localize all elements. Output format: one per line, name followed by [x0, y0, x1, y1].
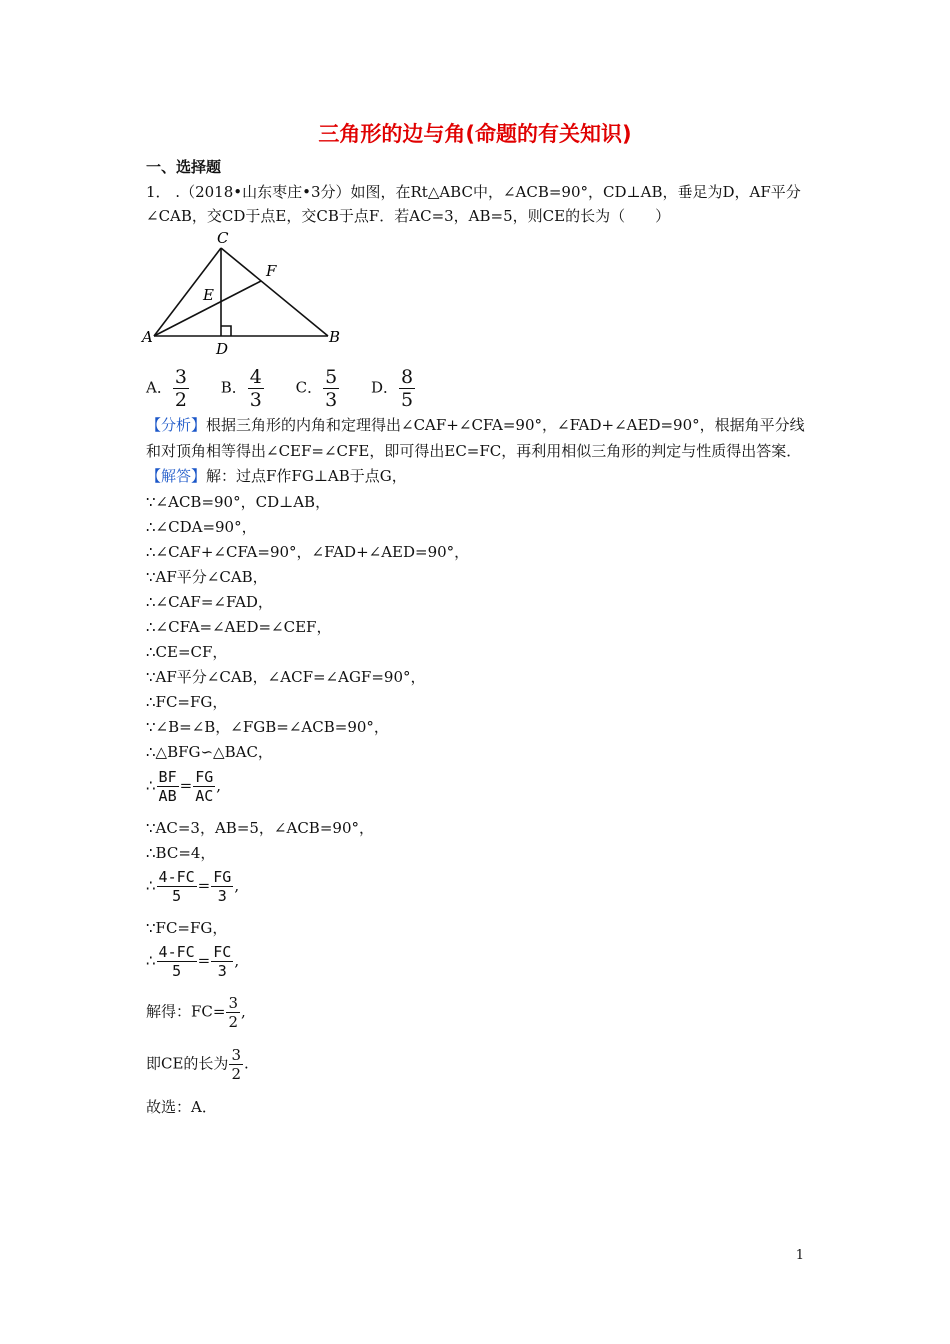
- question-line-1: 1． .（2018•山东枣庄•3分）如图，在Rt△ABC中，∠ACB=90°，CD⊥AB，垂足为D，AF平分: [146, 183, 801, 201]
- solution-step: ∴∠CAF+∠CFA=90°，∠FAD+∠AED=90°，: [146, 543, 470, 561]
- solution-step-ac: ∵AC=3，AB=5，∠ACB=90°，: [146, 819, 374, 837]
- equation-1: ∴ $\frac{BF}{AB}$ = $\frac{FG}{AC}$ ,: [146, 768, 222, 805]
- solution-step: ∴△BFG∽△BAC，: [146, 743, 273, 761]
- label-F: F: [266, 262, 277, 280]
- solution-step: ∵∠B=∠B，∠FGB=∠ACB=90°，: [146, 718, 389, 736]
- label-A: A: [142, 328, 153, 346]
- page-number: 1: [795, 1248, 804, 1263]
- page-title: 三角形的边与角(命题的有关知识): [318, 122, 632, 146]
- final-answer: 故选：A．: [146, 1098, 217, 1116]
- triangle-figure: [140, 228, 350, 358]
- choice-a: A． $\frac{3}{2}$: [146, 366, 187, 411]
- solution-step: ∵AF平分∠CAB，: [146, 568, 268, 586]
- solution-step: ∵AF平分∠CAB，∠ACF=∠AGF=90°，: [146, 668, 426, 686]
- choice-c: C． $\frac{5}{3}$: [295, 366, 338, 411]
- analysis-line-2: 和对顶角相等得出∠CEF=∠CFE，即可得出EC=FC，再利用相似三角形的判定与性质得出答案．: [146, 442, 802, 460]
- equation-3: ∴ $\frac{4-FC}{5}$ = $\frac{FC}{3}$ ,: [146, 943, 240, 980]
- solution-step: ∴∠CDA=90°，: [146, 518, 257, 536]
- label-C: C: [217, 229, 229, 247]
- solution-step-fcfg: ∵FC=FG，: [146, 919, 228, 937]
- label-E: E: [203, 286, 214, 304]
- choice-b: B． $\frac{4}{3}$: [220, 366, 262, 411]
- ce-result: 即CE的长为 $\frac{3}{2}$ .: [146, 1046, 249, 1083]
- question-text: [146, 180, 801, 228]
- choice-d: D． $\frac{8}{5}$: [370, 366, 414, 411]
- analysis-tag: 【分析】: [146, 416, 207, 434]
- label-D: D: [216, 340, 229, 358]
- equation-2: ∴ $\frac{4-FC}{5}$ = $\frac{FG}{3}$ ,: [146, 868, 240, 905]
- solution-step: ∴∠CFA=∠AED=∠CEF，: [146, 618, 332, 636]
- solution-step-bc: ∴BC=4，: [146, 844, 216, 862]
- label-B: B: [329, 328, 341, 346]
- solution-tag: 【解答】: [146, 467, 207, 485]
- answer-choices: [146, 366, 442, 411]
- analysis-line-1: 【分析】根据三角形的内角和定理得出∠CAF+∠CFA=90°，∠FAD+∠AED=90°，根据角平分线: [146, 416, 805, 434]
- solution-intro: 【解答】解：过点F作FG⊥AB于点G，: [146, 467, 407, 485]
- solve-result: 解得：FC= $\frac{3}{2}$ ,: [146, 994, 246, 1031]
- question-line-2: ∠CAB，交CD于点E，交CB于点F．若AC=3，AB=5，则CE的长为（ ）: [146, 207, 671, 225]
- solution-step: ∴∠CAF=∠FAD，: [146, 593, 273, 611]
- section-heading: 一、选择题: [146, 158, 222, 176]
- solution-step: ∴CE=CF，: [146, 643, 228, 661]
- solution-step: ∵∠ACB=90°，CD⊥AB，: [146, 493, 331, 511]
- solution-step: ∴FC=FG，: [146, 693, 228, 711]
- right-angle-mark: [221, 326, 231, 336]
